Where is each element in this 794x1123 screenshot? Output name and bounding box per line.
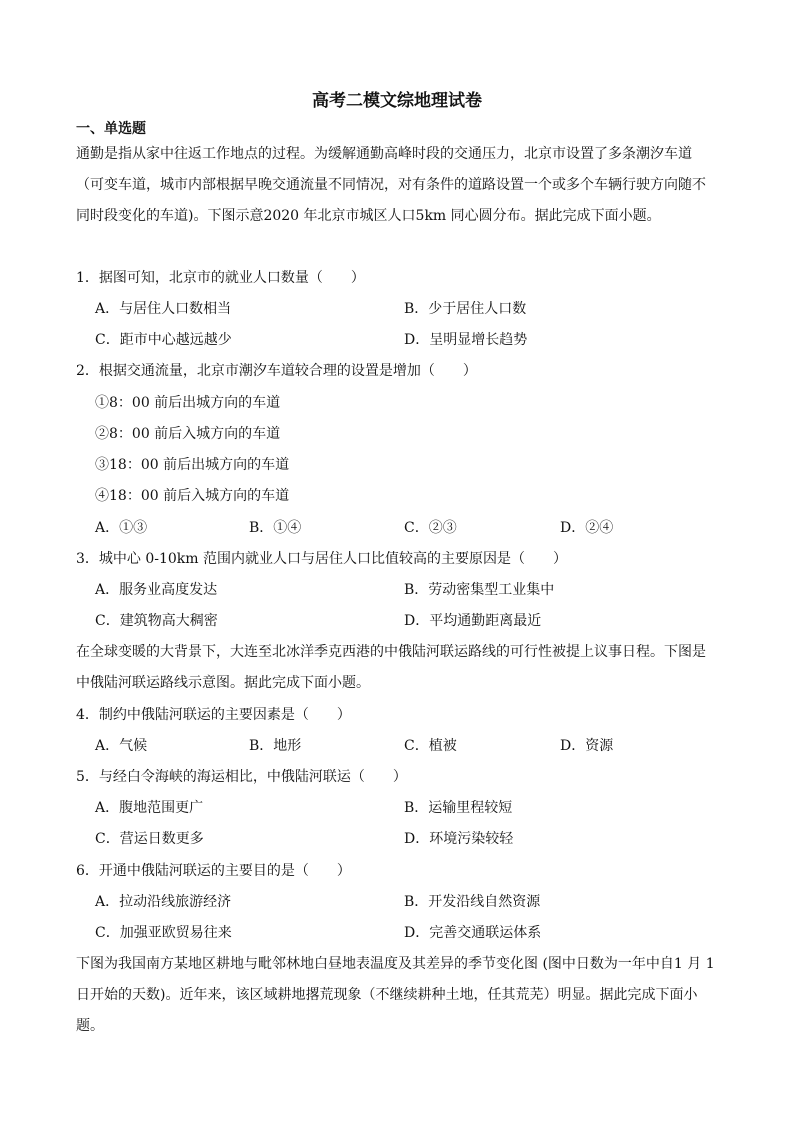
q5-option-c: C．营运日数更多 bbox=[95, 831, 204, 847]
q4-option-d: D．资源 bbox=[560, 738, 614, 754]
q5-option-d: D．环境污染较轻 bbox=[404, 831, 514, 847]
question-5-stem: 5．与经白令海峡的海运相比，中俄陆河联运（ ） bbox=[76, 769, 407, 785]
q1-option-c: C．距市中心越远越少 bbox=[95, 332, 232, 348]
q4-option-a: A．气候 bbox=[95, 738, 148, 754]
passage-commute: 通勤是指从家中往返工作地点的过程。为缓解通勤高峰时段的交通压力，北京市设置了多条潮汐车道（可变车道，城市内部根据早晚交通流量不同情况，对有条件的道路设置一个或多个车辆行驶方向随不同时段变化的车道)。下图示意2020 年北京市城区人口5km 同心圆分布。据此完成下面小题。 bbox=[76, 146, 706, 224]
q6-option-a: A．拉动沿线旅游经济 bbox=[95, 894, 232, 910]
q3-option-c: C．建筑物高大稠密 bbox=[95, 613, 218, 629]
q4-option-c: C．植被 bbox=[404, 738, 457, 754]
q6-option-b: B．开发沿线自然资源 bbox=[404, 894, 541, 910]
q1-option-d: D．呈明显增长趋势 bbox=[404, 332, 528, 348]
q5-option-b: B．运输里程较短 bbox=[404, 800, 513, 816]
question-4-stem: 4．制约中俄陆河联运的主要因素是（ ） bbox=[76, 707, 351, 723]
question-6-stem: 6．开通中俄陆河联运的主要目的是（ ） bbox=[76, 863, 351, 879]
passage-farmland: 下图为我国南方某地区耕地与毗邻林地白昼地表温度及其差异的季节变化图 (图中日数为一年中自1 月 1 日开始的天数)。近年来，该区域耕地撂荒现象（不继续耕种土地，任其荒芜）明显。据此完成下面小题。 bbox=[76, 956, 715, 1034]
q2-item-4: ④18：00 前后入城方向的车道 bbox=[95, 488, 290, 504]
q4-option-b: B．地形 bbox=[249, 738, 302, 754]
passage-arctic-route: 在全球变暖的大背景下，大连至北冰洋季克西港的中俄陆河联运路线的可行性被提上议事日程。下图是中俄陆河联运路线示意图。据此完成下面小题。 bbox=[76, 644, 706, 691]
q2-option-b: B．①④ bbox=[249, 520, 302, 536]
q1-option-b: B．少于居住人口数 bbox=[404, 301, 527, 317]
question-3-stem: 3．城中心 0-10km 范围内就业人口与居住人口比值较高的主要原因是（ ） bbox=[76, 551, 568, 567]
q2-option-c: C．②③ bbox=[404, 520, 457, 536]
q6-option-d: D．完善交通联运体系 bbox=[404, 925, 542, 941]
q5-option-a: A．腹地范围更广 bbox=[95, 800, 204, 816]
q2-option-a: A．①③ bbox=[95, 520, 148, 536]
question-1-stem: 1．据图可知，北京市的就业人口数量（ ） bbox=[76, 270, 365, 286]
q2-item-2: ②8：00 前后入城方向的车道 bbox=[95, 426, 281, 442]
q3-option-b: B．劳动密集型工业集中 bbox=[404, 582, 555, 598]
q3-option-a: A．服务业高度发达 bbox=[95, 582, 218, 598]
section-heading: 一、单选题 bbox=[76, 121, 146, 137]
q6-option-c: C．加强亚欧贸易往来 bbox=[95, 925, 232, 941]
q3-option-d: D．平均通勤距离最近 bbox=[404, 613, 542, 629]
page-title: 高考二模文综地理试卷 bbox=[312, 91, 482, 111]
q1-option-a: A．与居住人口数相当 bbox=[95, 301, 232, 317]
q2-item-1: ①8：00 前后出城方向的车道 bbox=[95, 395, 281, 411]
question-2-stem: 2．根据交通流量，北京市潮汐车道较合理的设置是增加（ ） bbox=[76, 363, 477, 379]
q2-item-3: ③18：00 前后出城方向的车道 bbox=[95, 457, 290, 473]
q2-option-d: D．②④ bbox=[560, 520, 614, 536]
